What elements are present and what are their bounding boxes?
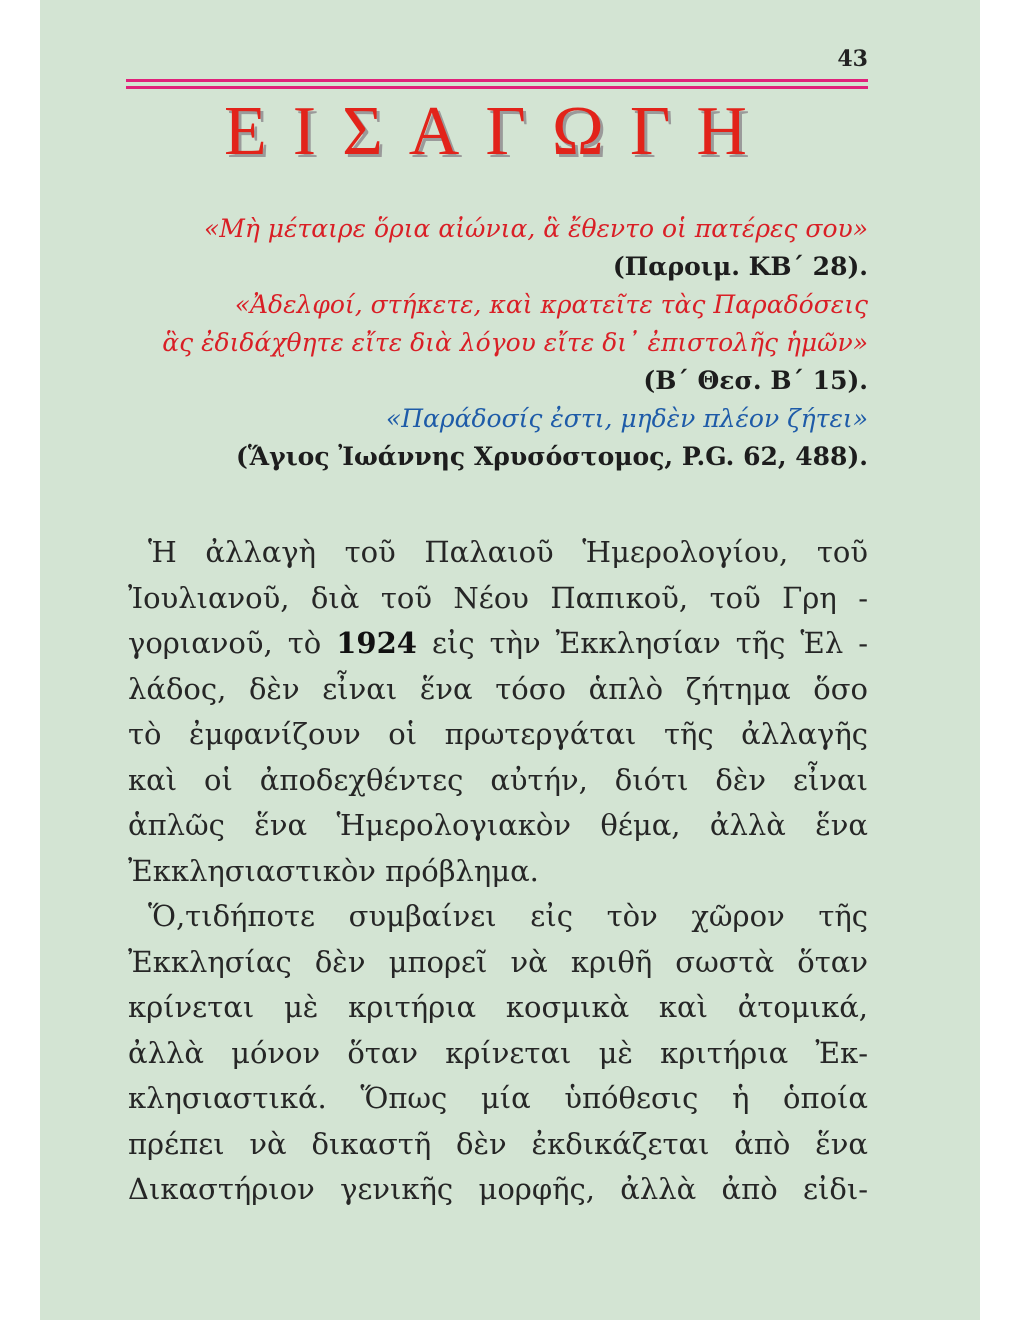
epigraph-reference: (Β΄ Θεσ. Β΄ 15). <box>643 366 868 395</box>
chapter-title: ΕΙΣΑΓΩΓΗ <box>224 93 773 170</box>
epigraph-quote: «Μὴ μέταιρε ὅρια αἰώνια, ἃ ἔθεντο οἱ πατέρες σου» <box>203 214 868 243</box>
body-line: Ἰουλιανοῦ, διὰ τοῦ Νέου Παπικοῦ, τοῦ Γρη - <box>128 580 868 615</box>
epigraph-quote: ἃς ἐδιδάχθητε εἴτε διὰ λόγου εἴτε δι᾽ ἐπιστολῆς ἡμῶν» <box>162 328 868 357</box>
header-rule-bottom <box>126 86 868 89</box>
page-number: 43 <box>837 46 868 72</box>
epigraph-quote: «Παράδοσίς ἐστι, μηδὲν πλέον ζήτει» <box>385 404 868 433</box>
body-line: Ἐκκλησίας δὲν μπορεῖ νὰ κριθῆ σωστὰ ὅταν <box>128 944 868 979</box>
body-line: ἁπλῶς ἕνα Ἡμερολογιακὸν θέμα, ἀλλὰ ἕνα <box>128 808 868 842</box>
year-highlight: 1924 <box>336 626 417 660</box>
page <box>40 0 980 1320</box>
header-rule-top <box>126 79 868 82</box>
body-line: Δικαστήριον γενικῆς μορφῆς, ἀλλὰ ἀπὸ εἰδι- <box>128 1172 868 1206</box>
body-line: κρίνεται μὲ κριτήρια κοσμικὰ καὶ ἀτομικά, <box>128 990 868 1024</box>
body-line: ἀλλὰ μόνον ὅταν κρίνεται μὲ κριτήρια Ἐκ- <box>128 1035 868 1070</box>
epigraph-reference: (Παροιμ. ΚΒ΄ 28). <box>612 252 868 281</box>
body-line: Ἐκκλησιαστικὸν πρόβλημα. <box>128 853 539 888</box>
body-line: καὶ οἱ ἀποδεχθέντες αὐτήν, διότι δὲν εἶναι <box>128 762 868 797</box>
body-line: τὸ ἐμφανίζουν οἱ πρωτεργάται τῆς ἀλλαγῆς <box>128 717 868 751</box>
body-line: πρέπει νὰ δικαστῆ δὲν ἐκδικάζεται ἀπὸ ἕνα <box>128 1126 868 1161</box>
epigraphs <box>162 210 868 476</box>
body-line: Ἡ ἀλλαγὴ τοῦ Παλαιοῦ Ἡμερολογίου, τοῦ <box>148 535 868 569</box>
body-line: γοριανοῦ, τὸ 1924 εἰς τὴν Ἐκκλησίαν τῆς Ἑλ - <box>128 626 868 660</box>
body-line: λάδος, δὲν εἶναι ἕνα τόσο ἁπλὸ ζήτημα ὅσο <box>128 671 868 706</box>
body-line: Ὅ,τιδήποτε συμβαίνει εἰς τὸν χῶρον τῆς <box>148 899 868 933</box>
body-text <box>128 530 868 1213</box>
body-line: κλησιαστικά. Ὅπως μία ὑπόθεσις ἡ ὁποία <box>128 1081 868 1115</box>
epigraph-quote: «Ἀδελφοί, στήκετε, καὶ κρατεῖτε τὰς Παραδόσεις <box>234 290 868 319</box>
epigraph-reference: (Ἅγιος Ἰωάννης Χρυσόστομος, P.G. 62, 488). <box>236 442 868 471</box>
